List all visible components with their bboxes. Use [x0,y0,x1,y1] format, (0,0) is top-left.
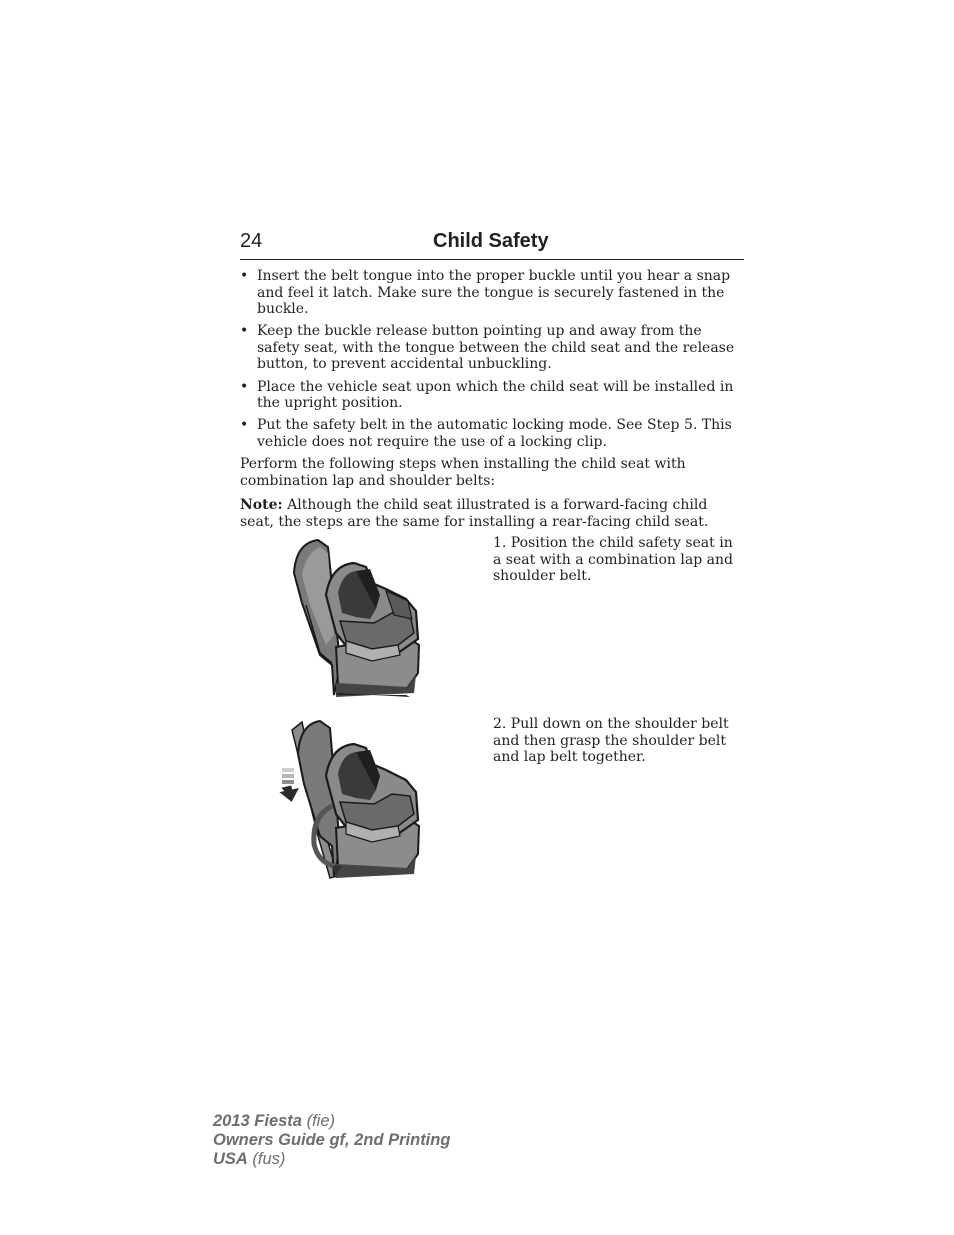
section-title: Child Safety [433,230,549,252]
footer-guide: Owners Guide gf, 2nd Printing [213,1131,451,1149]
bullet-list [240,268,744,456]
bullet-icon: • [240,323,249,340]
intro-paragraph: Perform the following steps when installing the child seat with combination lap and shoulder belts: [240,456,686,489]
list-item [240,323,744,373]
note-text: Although the child seat illustrated is a forward-facing child seat, the steps are the same for installing a rear-facing child seat. [240,497,709,530]
note-paragraph [240,497,744,530]
list-item [240,268,744,318]
bullet-icon: • [240,378,249,395]
footer-market: USA [213,1150,248,1168]
bullet-text: Insert the belt tongue into the proper buckle until you hear a snap and feel it latch. Make sure the tongue is securely fastened in the buckle. [257,268,731,318]
list-item [240,417,744,450]
footer-line-1 [213,1112,450,1131]
footer-model-code: (fie) [301,1112,335,1130]
page-header [240,229,744,260]
footer-line-2 [213,1131,450,1150]
bullet-text: Keep the buckle release button pointing up and away from the safety seat, with the tongue between the child seat and the release button, to prevent accidental unbuckling. [257,323,735,373]
step-1-text: 1. Position the child safety seat in a seat with a combination lap and shoulder belt. [493,535,733,585]
note-label: Note: [240,497,283,513]
list-item [240,379,744,412]
footer-line-3 [213,1150,450,1169]
bullet-text: Put the safety belt in the automatic locking mode. See Step 5. This vehicle does not require the use of a locking clip. [257,417,732,450]
footer-market-code: (fus) [247,1150,286,1168]
footer-model: 2013 Fiesta [213,1112,302,1130]
child-seat-illustration-1 [276,535,456,705]
bullet-icon: • [240,417,249,434]
bullet-text: Place the vehicle seat upon which the child seat will be installed in the upright position. [257,378,734,412]
step-2-text: 2. Pull down on the shoulder belt and then grasp the shoulder belt and lap belt together. [493,716,729,766]
bullet-icon: • [240,268,249,284]
page-number: 24 [240,230,263,252]
page-footer [213,1112,450,1169]
child-seat-illustration-2 [276,716,456,886]
